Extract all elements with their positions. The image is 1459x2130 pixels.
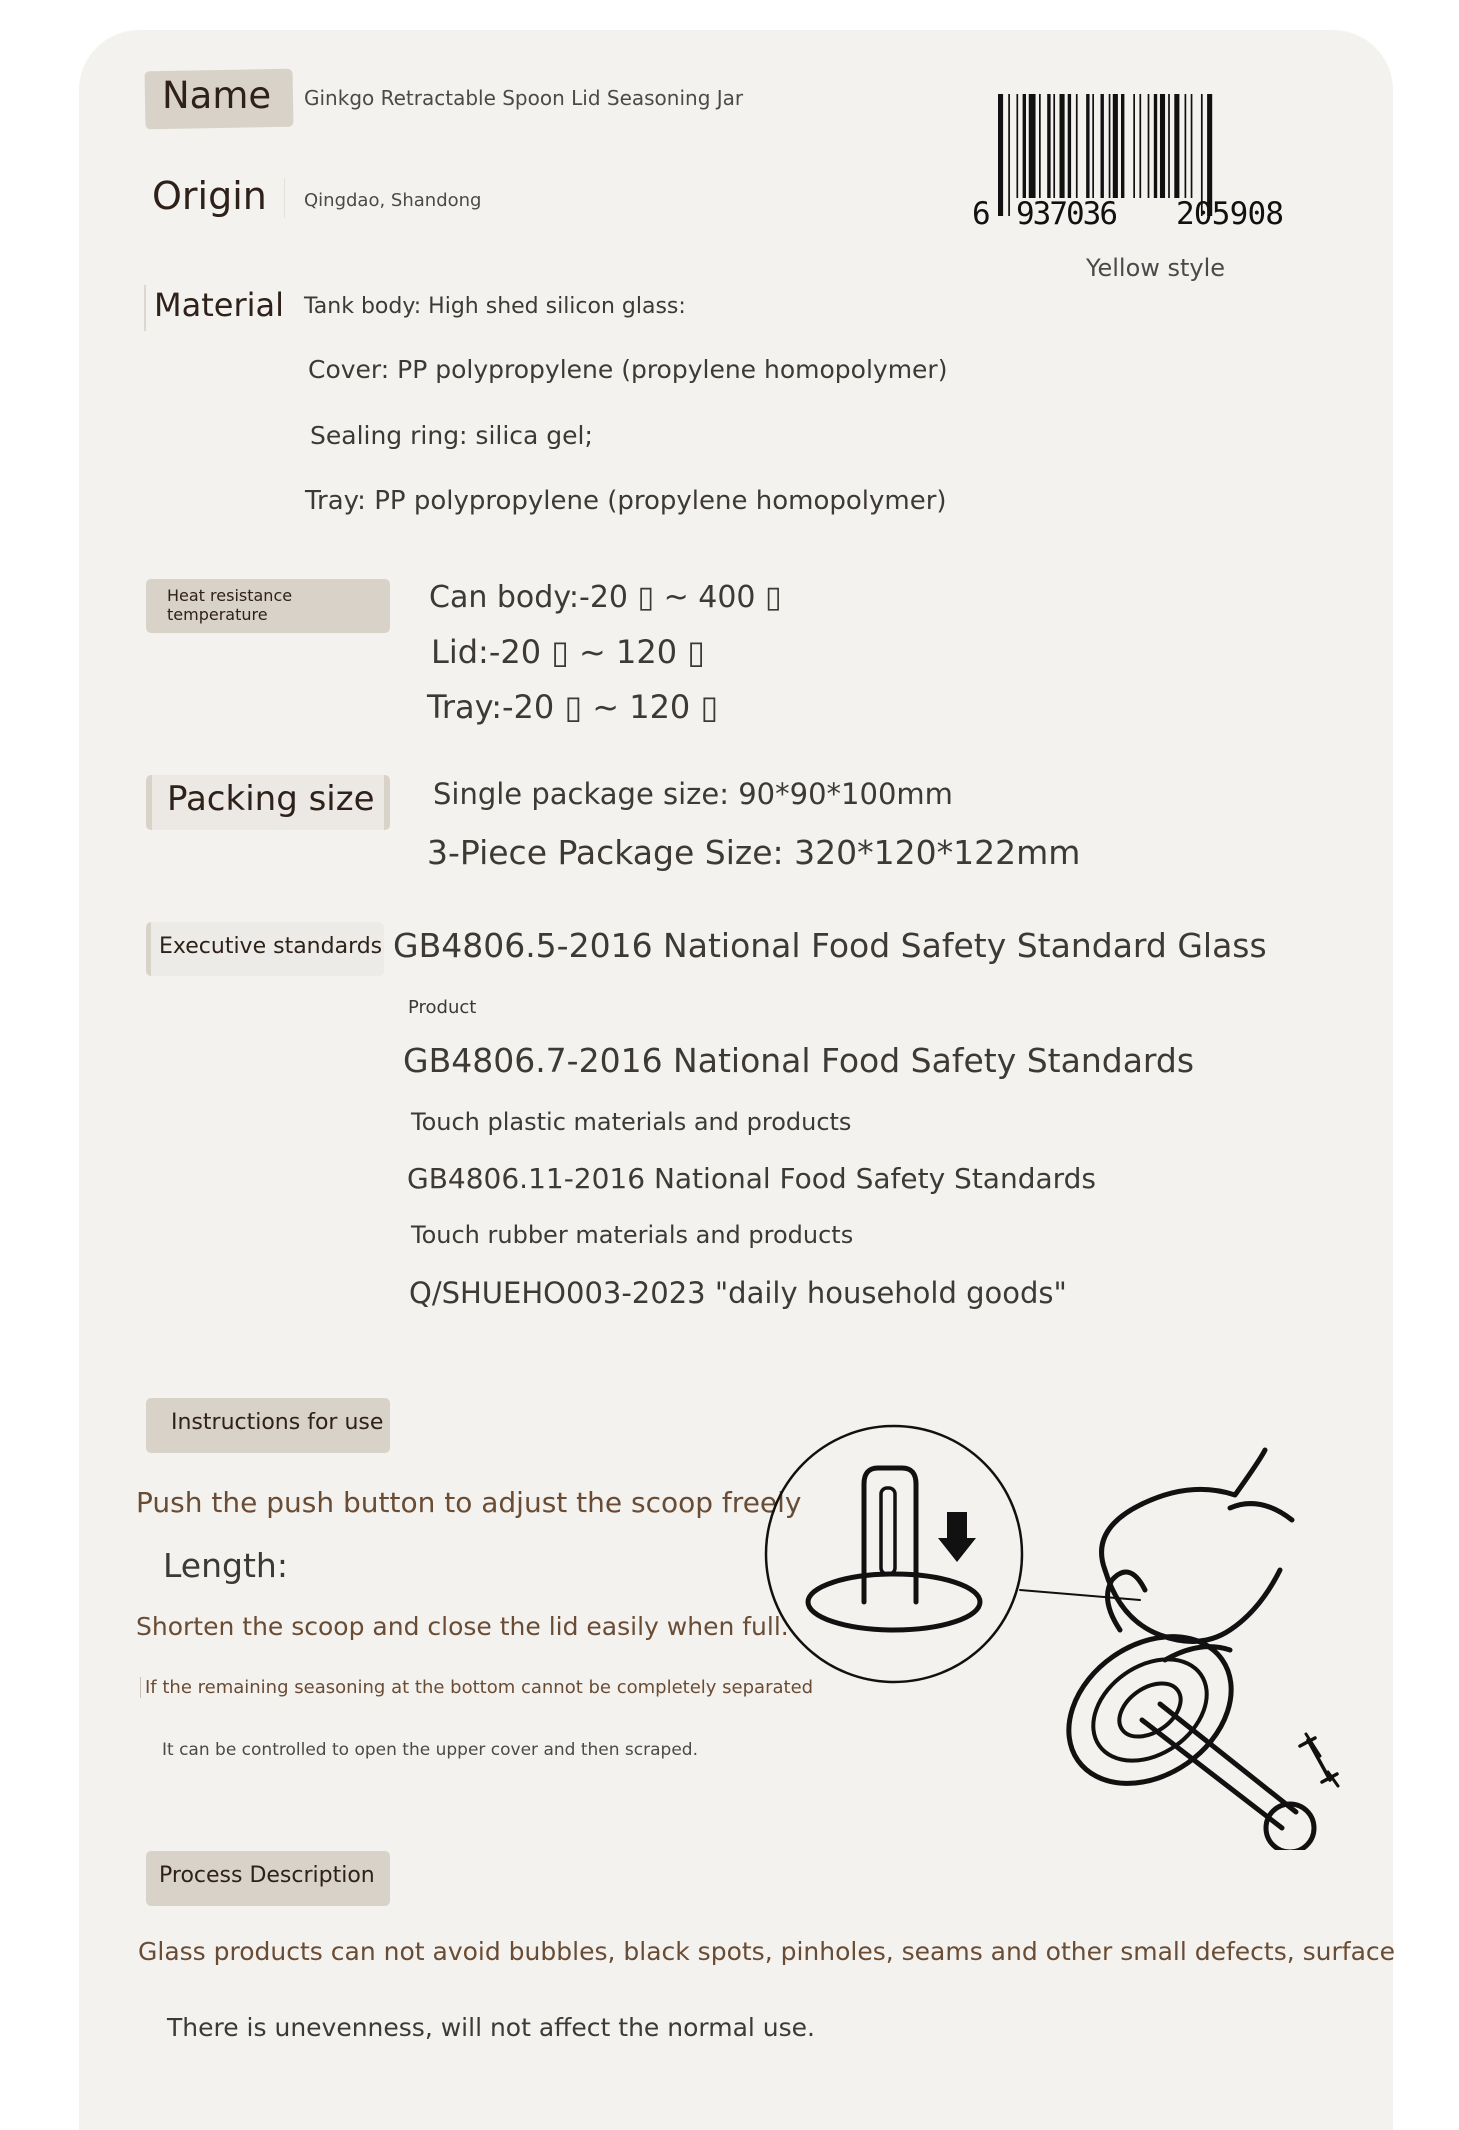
barcode bbox=[970, 92, 1330, 232]
barcode-bar bbox=[1191, 94, 1193, 198]
standards-line: GB4806.11-2016 National Food Safety Standards bbox=[407, 1162, 1097, 1195]
standards-label: Executive standards bbox=[159, 934, 383, 959]
barcode-group-2: 205908 bbox=[1176, 196, 1284, 232]
process-line: There is unevenness, will not affect the normal use. bbox=[167, 2013, 815, 2042]
material-divider bbox=[144, 285, 146, 331]
heat-line: Tray:-20 ▯ ~ 120 ▯ bbox=[427, 688, 719, 726]
barcode-bar bbox=[1060, 94, 1065, 198]
barcode-bar bbox=[1154, 94, 1157, 198]
barcode-bar bbox=[1101, 94, 1104, 198]
instructions-label: Instructions for use bbox=[171, 1410, 384, 1435]
material-line: Cover: PP polypropylene (propylene homopolymer) bbox=[308, 355, 948, 384]
barcode-bar bbox=[1053, 94, 1055, 198]
heat-label-line2: temperature bbox=[167, 605, 268, 624]
heat-line: Can body:-20 ▯ ~ 400 ▯ bbox=[429, 580, 782, 615]
barcode-bar bbox=[1174, 94, 1179, 198]
barcode-bar bbox=[1039, 94, 1041, 198]
instructions-line: Shorten the scoop and close the lid easily when full. bbox=[136, 1612, 789, 1641]
instructions-line: Push the push button to adjust the scoop freely bbox=[136, 1486, 802, 1519]
material-line: Tank body: High shed silicon glass: bbox=[304, 294, 686, 319]
barcode-bar bbox=[1047, 94, 1050, 198]
barcode-bar bbox=[1168, 94, 1170, 198]
barcode-bar bbox=[1086, 94, 1089, 198]
name-label: Name bbox=[162, 74, 272, 117]
barcode-bar bbox=[1109, 94, 1111, 198]
barcode-bar bbox=[1076, 94, 1078, 198]
material-line: Sealing ring: silica gel; bbox=[310, 421, 593, 450]
material-line: Tray: PP polypropylene (propylene homopolymer) bbox=[305, 486, 947, 516]
spoon-lid-illustration bbox=[760, 1420, 1350, 1850]
barcode-style: Yellow style bbox=[1086, 254, 1226, 282]
barcode-bar bbox=[1029, 94, 1036, 198]
instructions-line: It can be controlled to open the upper cover and then scraped. bbox=[162, 1740, 698, 1760]
barcode-bar bbox=[1139, 94, 1141, 198]
process-line: Glass products can not avoid bubbles, black spots, pinholes, seams and other small defects, surface bbox=[138, 1937, 1396, 1966]
origin-divider bbox=[284, 178, 285, 218]
barcode-bar bbox=[1148, 94, 1150, 198]
barcode-bar bbox=[1068, 94, 1071, 198]
barcode-left-digit: 6 bbox=[972, 196, 991, 232]
standards-line: Product bbox=[408, 997, 477, 1018]
barcode-bar bbox=[1016, 94, 1018, 198]
barcode-bar bbox=[1092, 94, 1094, 198]
packing-line: 3-Piece Package Size: 320*120*122mm bbox=[427, 833, 1081, 872]
standards-line: Q/SHUEHO003-2023 "daily household goods" bbox=[409, 1276, 1067, 1310]
material-label: Material bbox=[154, 286, 284, 324]
origin-label: Origin bbox=[152, 174, 267, 218]
standards-line: GB4806.7-2016 National Food Safety Standards bbox=[403, 1041, 1195, 1080]
barcode-bar bbox=[1160, 94, 1165, 198]
standards-line: Touch rubber materials and products bbox=[411, 1221, 854, 1249]
barcode-group-1: 937036 bbox=[1016, 196, 1118, 232]
barcode-bar bbox=[1133, 94, 1135, 198]
barcode-bar bbox=[1023, 94, 1026, 198]
heat-label-line1: Heat resistance bbox=[167, 586, 293, 605]
push-down-arrow-icon bbox=[938, 1512, 976, 1562]
instructions-line: If the remaining seasoning at the bottom cannot be completely separated bbox=[140, 1677, 813, 1698]
barcode-bar bbox=[1113, 94, 1118, 198]
barcode-bar bbox=[1185, 94, 1187, 198]
name-value: Ginkgo Retractable Spoon Lid Seasoning Jar bbox=[304, 86, 744, 110]
heat-line: Lid:-20 ▯ ~ 120 ▯ bbox=[431, 633, 705, 671]
standards-line: Touch plastic materials and products bbox=[411, 1108, 852, 1136]
barcode-bar bbox=[1121, 94, 1124, 198]
barcode-bar bbox=[998, 94, 1003, 216]
instructions-line: Length: bbox=[163, 1546, 288, 1585]
process-label: Process Description bbox=[159, 1863, 375, 1888]
standards-line: GB4806.5-2016 National Food Safety Standard Glass bbox=[393, 926, 1267, 965]
origin-value: Qingdao, Shandong bbox=[304, 190, 482, 211]
packing-label: Packing size bbox=[167, 779, 375, 819]
barcode-bar bbox=[1008, 94, 1010, 216]
packing-line: Single package size: 90*90*100mm bbox=[433, 777, 953, 811]
